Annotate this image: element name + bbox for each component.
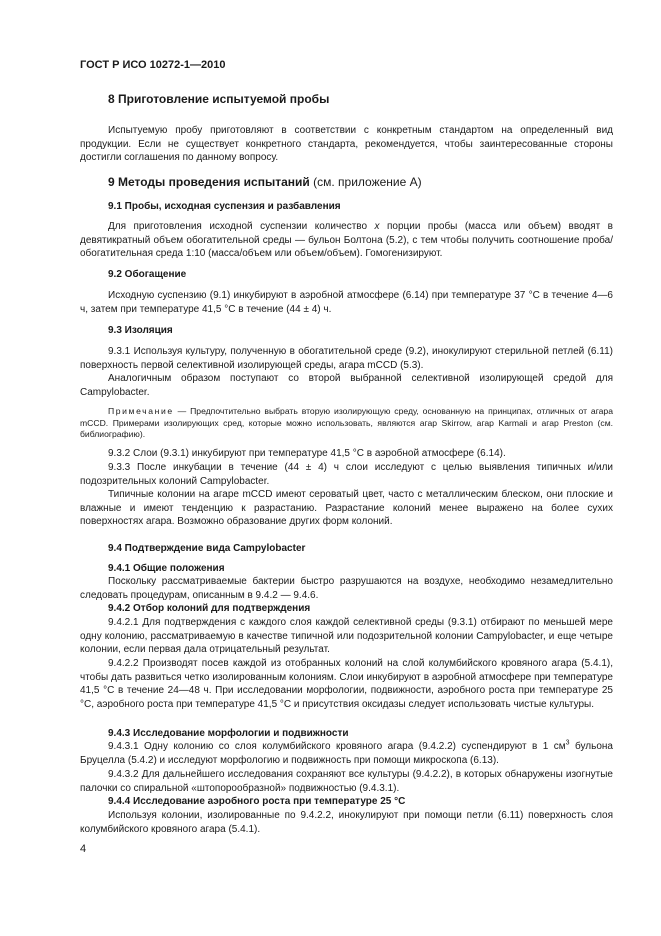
section-9-4-4-paragraph: Используя колонии, изолированные по 9.4.2.2, инокулируют при помощи петли (6.11) поверхность слоя колумбийского кровяного агара (5.4.1). [80,810,613,835]
section-9-3-1-paragraph-b: Аналогичным образом поступают со второй выбранной селективной изолирующей средой для Campylobacter. [80,373,613,398]
section-9-1-text-b: порции пробы (масса или объем) вводят в девятикратный объем обогатительной среды — бульон Болтона (5.2), с тем чтобы получить соотношение проба/обогатительная среда 1:10 (масса/объем или объем/объем). Гомогенизируют. [80,221,613,260]
section-9-2-paragraph: Исходную суспензию (9.1) инкубируют в аэробной атмосфере (6.14) при температуре 37 °C в течение 4—6 ч, затем при температуре 41,5 °C в течение (44 ± 4) ч. [80,290,613,315]
section-9-3-2-paragraph: 9.3.2 Слои (9.3.1) инкубируют при температуре 41,5 °C в аэробной атмосфере (6.14). [108,448,506,459]
section-9-4-1-paragraph: Поскольку рассматриваемые бактерии быстро разрушаются на воздухе, необходимо незамедлительно следовать процедурам, описанным в 9.4.2 — 9.4.6. [80,576,613,601]
section-9-4-2-title: 9.4.2 Отбор колоний для подтверждения [108,603,311,614]
note [80,406,613,441]
section-9-4-3-1-paragraph [80,740,613,767]
section-9-3-3-paragraph-b: Типичные колонии на агаре mCCD имеют сероватый цвет, часто с металлическим блеском, они плоские и влажные и имеют тенденцию к разрастанию. Разрастание колоний менее выражено на более сухих поверхностях агара. Возможно образование других форм колоний. [80,489,613,528]
section-9-title-text: 9 Методы проведения испытаний [108,175,310,189]
section-9-4-3-2-paragraph: 9.4.3.2 Для дальнейшего исследования сохраняют все культуры (9.4.2.2), в которых обнаружены изогнутые палочки со спиральной «штопорообразной» подвижностью (9.4.3.1). [80,769,613,794]
section-9-1-text-a: Для приготовления исходной суспензии количество [108,221,375,232]
section-8-title: 8 Приготовление испытуемой пробы [108,92,330,106]
section-9-4-title: 9.4 Подтверждение вида Campylobacter [108,543,306,554]
section-9-3-title: 9.3 Изоляция [108,325,173,336]
section-9-3-3-paragraph: 9.3.3 После инкубации в течение (44 ± 4) ч слои исследуют с целью выявления типичных и/или подозрительных колоний Campylobacter. [80,462,613,487]
note-label: Примечание [108,406,174,416]
page-header: ГОСТ Р ИСО 10272-1—2010 [80,59,226,71]
section-9-title-ref: (см. приложение А) [313,175,422,189]
section-9-4-2-1-paragraph: 9.4.2.1 Для подтверждения с каждого слоя каждой селективной среды (9.3.1) отбирают по меньшей мере одну колонию, рассматриваемую в качестве типичной или подозрительной колонии Campylobacter, и еще четыре колонии, если первая дала отрицательный результат. [80,617,613,656]
section-9-4-3-1-text-a: 9.4.3.1 Одну колонию со слоя колумбийского кровяного агара (9.4.2.2) суспендируют в 1 см [108,741,566,752]
section-9-2-title: 9.2 Обогащение [108,269,187,280]
page-number: 4 [80,843,87,855]
section-9-4-3-title: 9.4.3 Исследование морфологии и подвижности [108,728,349,739]
section-9-4-2-2-paragraph: 9.4.2.2 Производят посев каждой из отобранных колоний на слой колумбийского кровяного агара (5.4.1), чтобы дать развиться четко изолированным колониям. Слои инкубируют в аэробной атмосфере при температуре 41,5 °C в течение 24—48 ч. При исследовании морфологии, подвижности, аэробного роста при температуре 25 °C, аэробного роста при температуре 41,5 °C и присутствия оксидазы следует использовать чистые культуры. [80,658,613,710]
section-9-3-1-paragraph: 9.3.1 Используя культуру, полученную в обогатительной среде (9.2), инокулируют стерильной петлей (6.11) поверхность первой селективной изолирующей среды, агара mCCD (5.3). [80,346,613,371]
section-9-1-paragraph [80,220,613,261]
section-9-4-3-1-superscript: 3 [565,739,570,747]
section-9-4-3-1-text-b: бульона Бруцелла (5.4.2) и исследуют морфологию и подвижность при помощи микроскопа (6.13). [80,741,613,766]
section-9-4-1-title: 9.4.1 Общие положения [108,563,225,574]
section-8-paragraph: Испытуемую пробу приготовляют в соответствии с конкретным стандартом на определенный вид продукции. Если не существует конкретного стандарта, рекомендуется, чтобы заинтересованные стороны достигли соглашения по данному вопросу. [80,125,613,164]
note-text: — Предпочтительно выбрать вторую изолирующую среду, основанную на принципах, отличных от агара mCCD. Примерами изолирующих сред, которые можно использовать, являются агар Skirrow, агар Karmali и агар Preston (см. библиографию). [80,406,613,440]
section-9-1-variable-x: х [374,221,380,232]
section-9-4-4-title: 9.4.4 Исследование аэробного роста при температуре 25 °C [108,796,406,807]
section-9-1-title: 9.1 Пробы, исходная суспензия и разбавления [108,201,341,212]
section-9-title [108,176,613,190]
